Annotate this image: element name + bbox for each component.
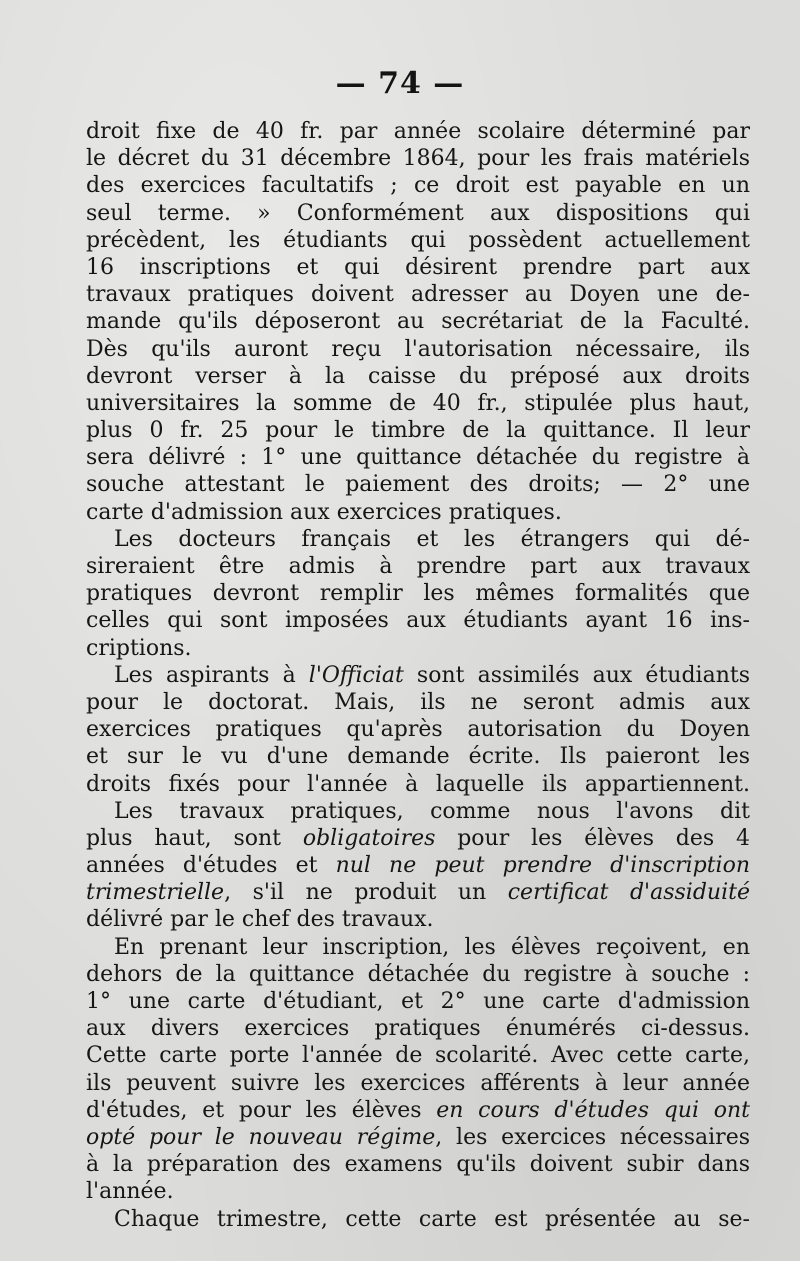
text-line: précèdent, les étudiants qui possèdent actuellement <box>86 227 750 253</box>
text-run: plus haut, sont <box>86 825 303 851</box>
text-run: , les exercices nécessaires <box>435 1124 751 1150</box>
text-line: droits fixés pour l'année à laquelle ils appartiennent. <box>86 771 750 797</box>
text-line <box>86 825 750 852</box>
italic-text: en cours d'études qui ont <box>436 1097 750 1123</box>
italic-text: obligatoires <box>302 825 436 851</box>
italic-text: trimestrielle <box>86 880 225 906</box>
text-line: sireraient être admis à prendre part aux travaux <box>86 554 750 579</box>
italic-text: opté pour le nouveau régime <box>86 1124 436 1150</box>
italic-text: l'Officiat <box>308 662 404 688</box>
text-line: dehors de la quittance détachée du registre à souche : <box>86 961 750 987</box>
text-line <box>86 852 750 879</box>
text-line: le décret du 31 décembre 1864, pour les frais matériels <box>86 146 750 172</box>
text-line: sera délivré : 1° une quittance détachée du registre à <box>86 445 750 471</box>
text-line: exercices pratiques qu'après autorisation du Doyen <box>86 717 750 743</box>
page-number: — 74 — <box>335 66 465 101</box>
text-line: 1° une carte d'étudiant, et 2° une carte d'admission <box>86 989 750 1014</box>
text-line <box>86 879 750 906</box>
text-line: seul terme. » Conformément aux dispositions qui <box>86 200 750 226</box>
text-line: mande qu'ils déposeront au secrétariat de la Faculté. <box>86 309 750 335</box>
text-line: pour le doctorat. Mais, ils ne seront admis aux <box>86 689 750 715</box>
body-text <box>86 118 750 1233</box>
italic-text: nul ne peut prendre d'inscription <box>335 853 750 879</box>
text-line: l'année. <box>86 1179 174 1205</box>
text-run: Les aspirants à <box>114 662 309 688</box>
text-line <box>86 1124 750 1151</box>
text-line: aux divers exercices pratiques énumérés ci-dessus. <box>86 1016 750 1042</box>
text-line: devront verser à la caisse du préposé aux droits <box>86 363 750 389</box>
text-line: et sur le vu d'une demande écrite. Ils paieront les <box>86 744 750 770</box>
text-line: Cette carte porte l'année de scolarité. Avec cette carte, <box>86 1043 750 1069</box>
italic-text: certificat d'assiduité <box>507 880 750 906</box>
text-line: ils peuvent suivre les exercices afférents à leur année <box>86 1070 750 1096</box>
text-line: délivré par le chef des travaux. <box>86 907 434 933</box>
text-line: droit fixe de 40 fr. par année scolaire déterminé par <box>86 119 750 144</box>
text-line: Les docteurs français et les étrangers qui dé- <box>114 526 750 552</box>
text-line: universitaires la somme de 40 fr., stipulée plus haut, <box>86 390 750 416</box>
text-run: sont assimilés aux étudiants <box>403 662 750 688</box>
text-line: criptions. <box>86 635 192 661</box>
text-line: En prenant leur inscription, les élèves reçoivent, en <box>114 934 750 960</box>
text-line: Dès qu'ils auront reçu l'autorisation nécessaire, ils <box>86 336 750 362</box>
text-line: Chaque trimestre, cette carte est présentée au se- <box>114 1206 750 1232</box>
text-line: celles qui sont imposées aux étudiants ayant 16 ins- <box>86 608 750 634</box>
text-line: des exercices facultatifs ; ce droit est payable en un <box>86 173 750 199</box>
text-run: d'études, et pour les élèves <box>86 1097 437 1123</box>
text-line: à la préparation des examens qu'ils doivent subir dans <box>86 1152 750 1178</box>
text-run: pour les élèves des 4 <box>435 825 751 851</box>
text-line: Les travaux pratiques, comme nous l'avons dit <box>114 798 750 824</box>
text-line: pratiques devront remplir les mêmes formalités que <box>86 581 750 607</box>
text-run: années d'études et <box>86 853 336 879</box>
text-line: travaux pratiques doivent adresser au Doyen une de- <box>86 282 750 308</box>
text-run: , s'il ne produit un <box>224 880 508 906</box>
text-line: souche attestant le paiement des droits; — 2° une <box>86 472 750 498</box>
text-line: carte d'admission aux exercices pratiques. <box>86 499 562 525</box>
text-line: plus 0 fr. 25 pour le timbre de la quittance. Il leur <box>86 418 750 444</box>
text-line <box>86 662 750 689</box>
text-line: 16 inscriptions et qui désirent prendre part aux <box>86 254 750 280</box>
text-line <box>86 1097 750 1124</box>
